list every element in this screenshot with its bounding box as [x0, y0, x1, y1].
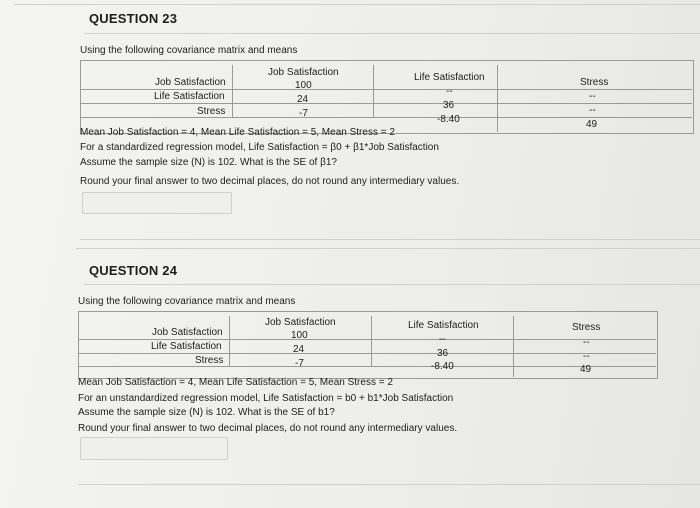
column-header-stress: Stress	[572, 322, 601, 333]
divider	[84, 33, 700, 34]
row-label-stress: Stress	[195, 355, 224, 366]
column-header-job-satisfaction: Job Satisfaction	[265, 317, 336, 328]
cell-value: --	[439, 334, 446, 345]
question-intro: Using the following covariance matrix and means	[78, 296, 296, 307]
means-text: Mean Job Satisfaction = 4, Mean Life Satisfaction = 5, Mean Stress = 2	[80, 127, 395, 138]
divider	[76, 248, 700, 249]
cell-value: 24	[297, 94, 309, 105]
cell-value: -7	[299, 108, 308, 119]
row-label-stress: Stress	[197, 106, 226, 117]
divider	[84, 284, 700, 285]
model-text: For an unstandardized regression model, Life Satisfaction = b0 + b1*Job Satisfaction	[78, 393, 454, 404]
cell-value: 49	[586, 119, 598, 130]
cell-value: 49	[580, 364, 592, 375]
cell-value: --	[583, 351, 590, 362]
cell-value: 36	[437, 348, 449, 359]
sample-text: Assume the sample size (N) is 102. What is the SE of β1?	[80, 157, 337, 168]
answer-input[interactable]	[80, 437, 228, 460]
sample-text: Assume the sample size (N) is 102. What is the SE of b1?	[78, 407, 335, 418]
cell-value: 100	[291, 330, 308, 341]
cell-value: --	[446, 86, 453, 97]
model-text: For a standardized regression model, Life Satisfaction = β0 + β1*Job Satisfaction	[80, 142, 439, 153]
row-label-life-satisfaction: Life Satisfaction	[151, 341, 222, 352]
row-label-job-satisfaction: Job Satisfaction	[152, 327, 223, 338]
cell-value: -8.40	[437, 114, 460, 125]
cell-value: --	[589, 105, 596, 116]
answer-input[interactable]	[82, 192, 232, 214]
divider	[80, 239, 700, 240]
cell-value: 100	[295, 80, 312, 91]
cell-value: --	[583, 337, 590, 348]
question-title: QUESTION 24	[89, 263, 178, 278]
column-header-job-satisfaction: Job Satisfaction	[268, 67, 339, 78]
cell-value: --	[589, 91, 596, 102]
row-label-life-satisfaction: Life Satisfaction	[154, 91, 225, 102]
question-title: QUESTION 23	[89, 11, 178, 26]
rounding-text: Round your final answer to two decimal places, do not round any intermediary values.	[80, 176, 460, 187]
cell-value: -8.40	[431, 361, 454, 372]
row-label-job-satisfaction: Job Satisfaction	[155, 77, 226, 88]
rounding-text: Round your final answer to two decimal places, do not round any intermediary values.	[78, 423, 458, 434]
column-header-life-satisfaction: Life Satisfaction	[408, 320, 479, 331]
column-header-stress: Stress	[580, 77, 609, 88]
column-header-life-satisfaction: Life Satisfaction	[414, 72, 485, 83]
cell-value: -7	[295, 358, 304, 369]
question-intro: Using the following covariance matrix and means	[80, 45, 298, 56]
divider	[78, 484, 700, 485]
cell-value: 36	[443, 100, 455, 111]
cell-value: 24	[293, 344, 305, 355]
means-text: Mean Job Satisfaction = 4, Mean Life Satisfaction = 5, Mean Stress = 2	[78, 377, 393, 388]
divider	[14, 4, 700, 5]
